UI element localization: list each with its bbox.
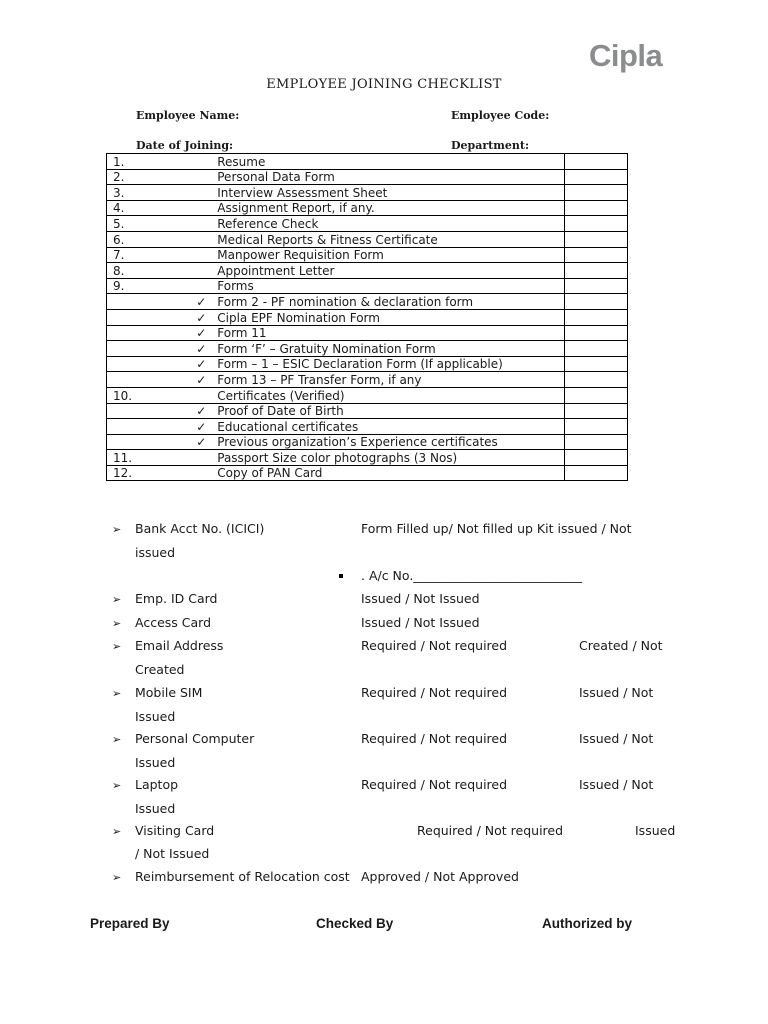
row-label-cell bbox=[196, 309, 564, 325]
row-label-cell bbox=[217, 169, 564, 185]
email-address-label: Email Address bbox=[135, 638, 224, 653]
visiting-card-status: Issued bbox=[635, 823, 676, 838]
mobile-sim-status: Issued / Not bbox=[579, 685, 654, 700]
table-row bbox=[107, 247, 628, 263]
row-number: 11. bbox=[107, 450, 218, 466]
status-cell bbox=[564, 185, 627, 201]
table-row bbox=[107, 419, 628, 435]
cipla-logo: Cipla bbox=[589, 38, 663, 73]
table-row bbox=[107, 216, 628, 232]
status-cell bbox=[564, 356, 627, 372]
table-row bbox=[107, 200, 628, 216]
checklist-item-label: Form 2 - PF nomination & declaration form bbox=[217, 294, 474, 309]
personal-computer-label: Personal Computer bbox=[135, 731, 255, 746]
row-number: 12. bbox=[107, 465, 218, 481]
status-cell bbox=[564, 294, 627, 310]
row-label-cell bbox=[196, 325, 564, 341]
authorized-by-label: Authorized by bbox=[542, 916, 632, 931]
checklist-item-label: Manpower Requisition Form bbox=[217, 248, 384, 263]
relocation-status: Approved / Not Approved bbox=[361, 869, 519, 884]
table-row bbox=[107, 387, 628, 403]
arrow-bullet-icon: ➢ bbox=[112, 733, 122, 746]
arrow-bullet-icon: ➢ bbox=[112, 640, 122, 653]
row-number: 9. bbox=[107, 278, 218, 294]
checklist-item-label: Form ‘F’ – Gratuity Nomination Form bbox=[217, 341, 436, 356]
emp-id-card-status: Issued / Not Issued bbox=[361, 591, 480, 606]
checked-by-label: Checked By bbox=[316, 916, 394, 931]
personal-computer-required: Required / Not required bbox=[361, 731, 508, 746]
row-label-cell bbox=[217, 200, 564, 216]
table-row bbox=[107, 278, 628, 294]
row-number: 2. bbox=[107, 169, 218, 185]
status-cell bbox=[564, 216, 627, 232]
department-label: Department: bbox=[451, 139, 530, 152]
laptop-required: Required / Not required bbox=[361, 777, 508, 792]
checklist-item-label: Reference Check bbox=[217, 216, 319, 231]
checklist-item-label: Form – 1 – ESIC Declaration Form (If applicable) bbox=[217, 357, 503, 372]
joining-checklist-table bbox=[106, 153, 628, 481]
table-row bbox=[107, 403, 628, 419]
mobile-sim-status-wrap: Issued bbox=[135, 709, 176, 724]
checkmark-icon: ✓ bbox=[196, 294, 207, 309]
status-cell bbox=[564, 278, 627, 294]
checkmark-icon: ✓ bbox=[196, 357, 207, 372]
emp-id-card-label: Emp. ID Card bbox=[135, 591, 218, 606]
table-row bbox=[107, 325, 628, 341]
row-number: 7. bbox=[107, 247, 218, 263]
status-cell bbox=[564, 309, 627, 325]
row-label-cell bbox=[196, 356, 564, 372]
row-number: 4. bbox=[107, 200, 218, 216]
status-cell bbox=[564, 434, 627, 450]
account-number-field: . A/c No.___________________________ bbox=[361, 568, 583, 583]
square-bullet-icon bbox=[339, 574, 343, 578]
employee-code-label: Employee Code: bbox=[451, 109, 550, 122]
checkmark-icon: ✓ bbox=[196, 419, 207, 434]
table-row bbox=[107, 434, 628, 450]
arrow-bullet-icon: ➢ bbox=[112, 593, 122, 606]
bank-account-label: Bank Acct No. (ICICI) bbox=[135, 521, 265, 536]
status-cell bbox=[564, 263, 627, 279]
personal-computer-status-wrap: Issued bbox=[135, 755, 176, 770]
checklist-item-label: Assignment Report, if any. bbox=[217, 201, 375, 216]
row-label-cell bbox=[217, 450, 564, 466]
row-label-cell bbox=[217, 185, 564, 201]
table-row bbox=[107, 294, 628, 310]
status-cell bbox=[564, 403, 627, 419]
mobile-sim-required: Required / Not required bbox=[361, 685, 508, 700]
visiting-card-required: Required / Not required bbox=[417, 823, 564, 838]
row-label-cell bbox=[196, 372, 564, 388]
arrow-bullet-icon: ➢ bbox=[112, 871, 122, 884]
checklist-item-label: Copy of PAN Card bbox=[217, 466, 323, 481]
page-title: EMPLOYEE JOINING CHECKLIST bbox=[266, 77, 502, 92]
status-cell bbox=[564, 154, 627, 170]
table-row bbox=[107, 309, 628, 325]
checklist-item-label: Interview Assessment Sheet bbox=[217, 185, 388, 200]
laptop-label: Laptop bbox=[135, 777, 179, 792]
prepared-by-label: Prepared By bbox=[90, 916, 170, 931]
employee-name-label: Employee Name: bbox=[136, 109, 240, 122]
row-number: 5. bbox=[107, 216, 218, 232]
arrow-bullet-icon: ➢ bbox=[112, 779, 122, 792]
checkmark-icon: ✓ bbox=[196, 372, 207, 387]
arrow-bullet-icon: ➢ bbox=[112, 687, 122, 700]
row-number: 8. bbox=[107, 263, 218, 279]
checklist-item-label: Form 13 – PF Transfer Form, if any bbox=[217, 372, 422, 387]
checklist-item-label: Proof of Date of Birth bbox=[217, 404, 344, 419]
email-status-wrap: Created bbox=[135, 662, 185, 677]
table-row bbox=[107, 341, 628, 357]
email-required: Required / Not required bbox=[361, 638, 508, 653]
access-card-status: Issued / Not Issued bbox=[361, 615, 480, 630]
status-cell bbox=[564, 247, 627, 263]
checklist-item-label: Resume bbox=[217, 154, 266, 169]
status-cell bbox=[564, 372, 627, 388]
table-row bbox=[107, 154, 628, 170]
row-label-cell bbox=[217, 465, 564, 481]
status-cell bbox=[564, 231, 627, 247]
row-label-cell bbox=[217, 263, 564, 279]
checkmark-icon: ✓ bbox=[196, 326, 207, 341]
arrow-bullet-icon: ➢ bbox=[112, 523, 122, 536]
personal-computer-status: Issued / Not bbox=[579, 731, 654, 746]
arrow-bullet-icon: ➢ bbox=[112, 825, 122, 838]
row-label-cell bbox=[217, 231, 564, 247]
checklist-item-label: Appointment Letter bbox=[217, 263, 335, 278]
row-number: 3. bbox=[107, 185, 218, 201]
arrow-bullet-icon: ➢ bbox=[112, 617, 122, 630]
laptop-status: Issued / Not bbox=[579, 777, 654, 792]
visiting-card-label: Visiting Card bbox=[135, 823, 215, 838]
checklist-item-label: Previous organization’s Experience certificates bbox=[217, 435, 498, 450]
status-cell bbox=[564, 465, 627, 481]
date-of-joining-label: Date of Joining: bbox=[136, 139, 234, 152]
status-cell bbox=[564, 169, 627, 185]
row-number: 1. bbox=[107, 154, 218, 170]
row-number: 6. bbox=[107, 231, 218, 247]
row-label-cell bbox=[217, 216, 564, 232]
table-row bbox=[107, 465, 628, 481]
checkmark-icon: ✓ bbox=[196, 435, 207, 450]
row-number: 10. bbox=[107, 387, 218, 403]
status-cell bbox=[564, 419, 627, 435]
row-label-cell bbox=[196, 419, 564, 435]
checklist-item-label: Medical Reports & Fitness Certificate bbox=[217, 232, 438, 247]
checklist-item-label: Cipla EPF Nomination Form bbox=[217, 310, 380, 325]
visiting-card-status-wrap: / Not Issued bbox=[135, 846, 210, 861]
access-card-label: Access Card bbox=[135, 615, 212, 630]
checklist-item-label: Certificates (Verified) bbox=[217, 388, 345, 403]
status-cell bbox=[564, 341, 627, 357]
table-row bbox=[107, 169, 628, 185]
table-row bbox=[107, 356, 628, 372]
checkmark-icon: ✓ bbox=[196, 341, 207, 356]
row-label-cell bbox=[196, 403, 564, 419]
mobile-sim-label: Mobile SIM bbox=[135, 685, 203, 700]
row-label-cell bbox=[196, 294, 564, 310]
row-label-cell bbox=[217, 247, 564, 263]
table-row bbox=[107, 231, 628, 247]
table-row bbox=[107, 185, 628, 201]
row-label-cell bbox=[196, 341, 564, 357]
table-row bbox=[107, 372, 628, 388]
email-status: Created / Not bbox=[579, 638, 663, 653]
checklist-item-label: Passport Size color photographs (3 Nos) bbox=[217, 450, 458, 465]
status-cell bbox=[564, 450, 627, 466]
relocation-label: Reimbursement of Relocation cost bbox=[135, 869, 350, 884]
row-label-cell bbox=[217, 387, 564, 403]
checklist-item-label: Educational certificates bbox=[217, 419, 359, 434]
checklist-item-label: Personal Data Form bbox=[217, 170, 335, 185]
checklist-item-label: Forms bbox=[217, 279, 254, 294]
bank-account-status-wrap: issued bbox=[135, 545, 176, 560]
row-label-cell bbox=[217, 154, 564, 170]
table-row bbox=[107, 450, 628, 466]
status-cell bbox=[564, 387, 627, 403]
checklist-body bbox=[107, 154, 628, 481]
checkmark-icon: ✓ bbox=[196, 310, 207, 325]
row-label-cell bbox=[196, 434, 564, 450]
row-label-cell bbox=[217, 278, 564, 294]
checklist-item-label: Form 11 bbox=[217, 326, 267, 341]
bank-account-status: Form Filled up/ Not filled up Kit issued / Not bbox=[361, 521, 632, 536]
status-cell bbox=[564, 200, 627, 216]
laptop-status-wrap: Issued bbox=[135, 801, 176, 816]
table-row bbox=[107, 263, 628, 279]
status-cell bbox=[564, 325, 627, 341]
checkmark-icon: ✓ bbox=[196, 404, 207, 419]
